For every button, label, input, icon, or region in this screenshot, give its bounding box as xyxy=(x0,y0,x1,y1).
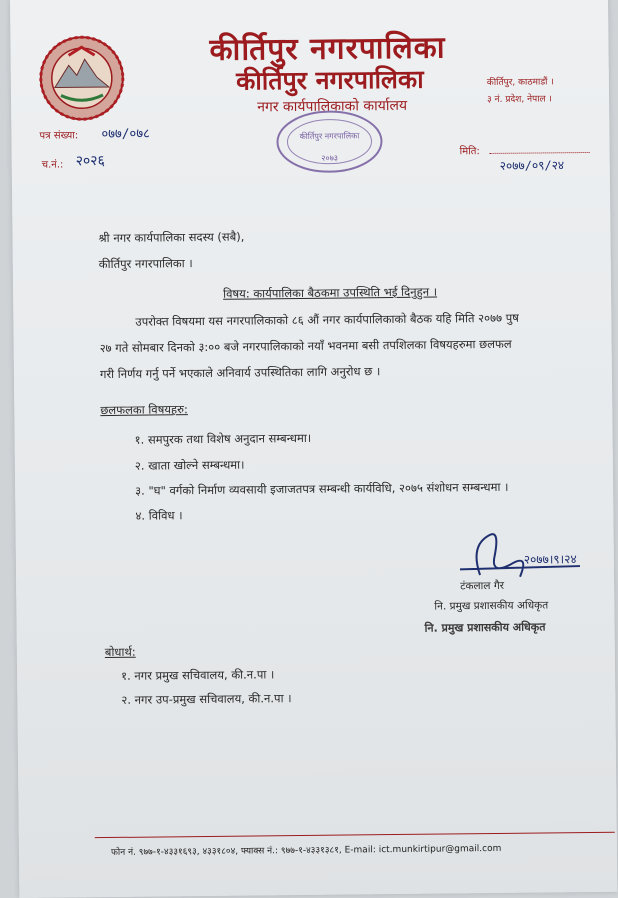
bodharth-item-1: १. नगर प्रमुख सचिवालय, की.न.पा । xyxy=(121,667,275,683)
address-line1: कीर्तिपुर, काठमाडौं । xyxy=(486,77,554,89)
bodharth-heading: बोधार्थ: xyxy=(104,644,136,660)
signatory-title: नि. प्रमुख प्रशासकीय अधिकृत xyxy=(434,599,549,613)
footer-contact: फोन नं. ९७७-१-४३३१६९३, ४३३१८०४, फ्याक्स नं.: ९७७-१-४३३१३८१, E-mail: ict.munkirtipur@gmail.com xyxy=(110,843,502,858)
body-line3: गरी निर्णय गर्नु पर्ने भएकाले अनिवार्य उपस्थितिका लागि अनुरोध छ । xyxy=(99,364,381,382)
letterhead-line3: नगर कार्यपालिकाको कार्यालय xyxy=(257,97,408,116)
signatory-name: टंकलाल गैर xyxy=(460,579,505,593)
address-line2: ३ नं. प्रदेश, नेपाल । xyxy=(487,94,552,106)
agenda-item-1: १. समपुरक तथा विशेष अनुदान सम्बन्धमा। xyxy=(134,430,312,447)
agenda-item-2: २. खाता खोल्ने सम्बन्धमा। xyxy=(134,457,245,473)
letterhead-line2: कीर्तिपुर नगरपालिका xyxy=(235,64,424,96)
footer-rule xyxy=(95,832,615,838)
svg-text:२०७३: २०७३ xyxy=(321,153,339,163)
signatory-stamp-text: नि. प्रमुख प्रशासकीय अधिकृत xyxy=(424,620,546,635)
subject-line: विषय: कार्यपालिका बैठकमा उपस्थिति भई दिनुहुन । xyxy=(223,284,438,301)
bodharth-item-2: २. नगर उप-प्रमुख सचिवालय, की.न.पा । xyxy=(121,691,292,707)
recipient-line2: कीर्तिपुर नगरपालिका । xyxy=(98,256,193,272)
letter-page xyxy=(10,0,617,898)
agenda-item-4: ४. विविध । xyxy=(135,508,183,523)
agenda-heading: छलफलका विषयहरु: xyxy=(100,402,188,418)
patra-sankhya-value: ०७७/०७८ xyxy=(101,126,150,143)
body-line2: २७ गते सोमबार दिनको ३:०० बजे नगरपालिकाको नयाँ भवनमा बसी तपशिलका विषयहरुमा छलफल xyxy=(99,336,512,356)
chalani-value: २०२६ xyxy=(75,153,105,170)
letterhead-line1: कीर्तिपुर नगरपालिका xyxy=(209,30,446,68)
office-stamp-icon xyxy=(273,106,386,177)
patra-sankhya-label: पत्र संख्या: xyxy=(39,130,79,142)
recipient-line1: श्री नगर कार्यपालिका सदस्य (सबै), xyxy=(98,229,245,246)
nepal-emblem-icon xyxy=(38,35,125,122)
miti-value: २०७७/०९/२४ xyxy=(499,158,565,173)
miti-label: मिति: xyxy=(459,146,480,158)
letterhead-address xyxy=(487,74,607,109)
body-line1: उपरोक्त विषयमा यस नगरपालिकाको ८६ औं नगर कार्यपालिकाको बैठक यहि मिति २०७७ पुष xyxy=(135,310,519,329)
agenda-item-3: ३. "घ" वर्गको निर्माण व्यवसायी इजाजतपत्र सम्बन्धी कार्यविधि, २०७५ संशोधन सम्बन्धमा । xyxy=(135,479,509,498)
signature-date: २०७७।९।२४ xyxy=(523,552,577,567)
miti-dotted-line xyxy=(490,152,590,154)
svg-text:कीर्तिपुर नगरपालिका: कीर्तिपुर नगरपालिका xyxy=(299,131,360,141)
chalani-label: च.नं.: xyxy=(41,159,64,171)
